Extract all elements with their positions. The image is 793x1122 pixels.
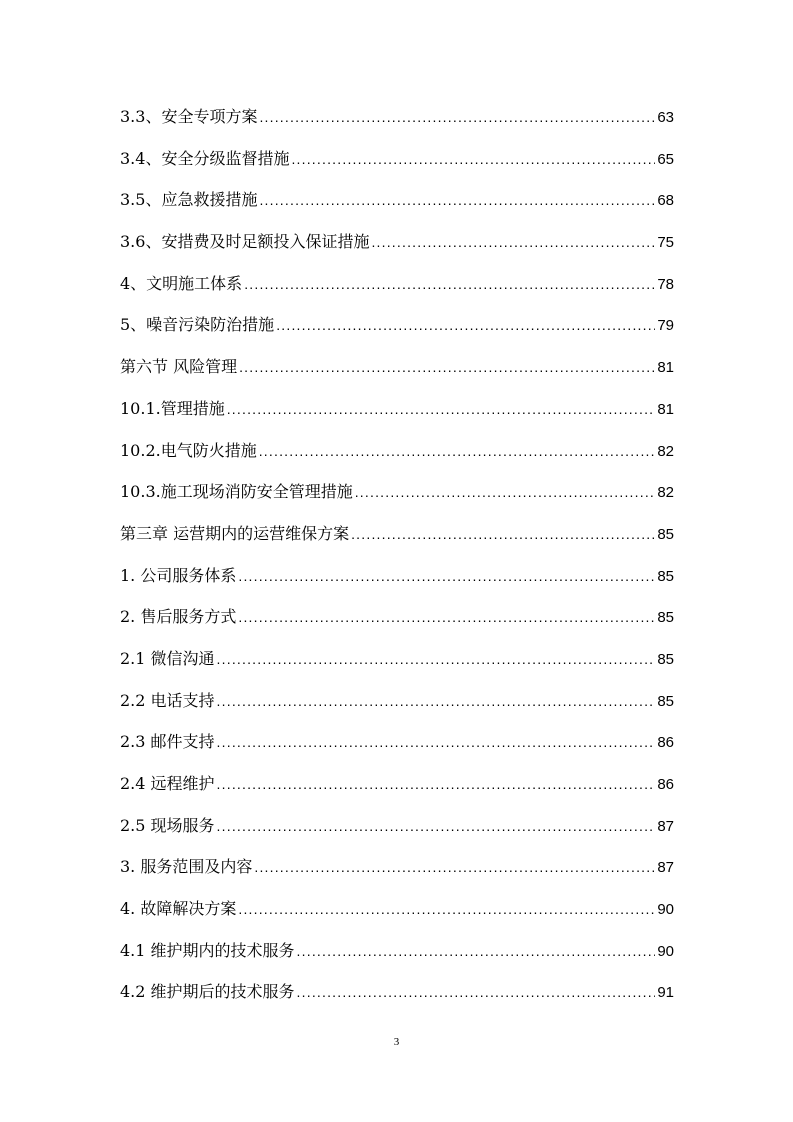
toc-entry[interactable] [120,481,674,523]
toc-dot-leader [239,356,655,378]
toc-dot-leader [371,231,655,253]
table-of-contents [120,106,674,1023]
toc-dot-leader [217,690,656,712]
toc-entry[interactable] [120,398,674,440]
toc-entry-page: 65 [657,150,674,168]
toc-entry-page: 75 [657,234,674,252]
toc-dot-leader [217,773,656,795]
toc-entry[interactable] [120,815,674,857]
toc-entry-page: 91 [657,984,674,1002]
toc-dot-leader [259,440,656,462]
toc-entry-title: 2.3 邮件支持 [120,732,215,752]
toc-entry-title: 2. 售后服务方式 [120,607,237,627]
toc-entry[interactable] [120,565,674,607]
toc-entry-page: 63 [657,109,674,126]
toc-entry-page: 79 [657,317,674,335]
toc-dot-leader [227,398,656,420]
toc-dot-leader [238,898,655,920]
toc-entry-page: 85 [657,692,674,710]
toc-dot-leader [238,606,655,628]
toc-entry-page: 86 [657,734,674,752]
toc-dot-leader [217,731,656,753]
toc-entry[interactable] [120,898,674,940]
toc-entry-page: 90 [657,901,674,919]
toc-entry-title: 1. 公司服务体系 [120,565,237,585]
toc-entry-title: 2.4 远程维护 [120,774,215,793]
toc-entry-page: 78 [657,275,674,293]
toc-entry[interactable] [120,648,674,690]
toc-dot-leader [244,273,655,295]
toc-entry[interactable] [120,690,674,732]
toc-entry-title: 4. 故障解决方案 [120,899,237,919]
toc-dot-leader [297,940,656,962]
toc-entry-page: 82 [657,442,674,460]
toc-dot-leader [297,981,656,1003]
toc-dot-leader [217,815,656,837]
toc-entry-title: 10.2.电气防火措施 [120,440,257,460]
toc-entry[interactable] [120,106,674,148]
toc-entry[interactable] [120,981,674,1023]
toc-entry-page: 87 [657,817,674,835]
toc-entry-title: 2.2 电话支持 [120,690,215,710]
toc-entry-page: 81 [657,359,674,377]
toc-entry[interactable] [120,523,674,565]
toc-entry-page: 85 [657,650,674,668]
toc-dot-leader [254,856,655,878]
toc-entry-title: 3.6、安措费及时足额投入保证措施 [120,232,370,252]
toc-entry[interactable] [120,940,674,982]
toc-entry[interactable] [120,189,674,231]
toc-entry[interactable] [120,440,674,482]
toc-dot-leader [217,648,656,670]
toc-entry-title: 第三章 运营期内的运营维保方案 [120,523,350,543]
toc-entry-title: 4.1 维护期内的技术服务 [120,940,295,960]
toc-dot-leader [238,565,655,587]
toc-entry-title: 10.1.管理措施 [120,398,225,418]
toc-entry[interactable] [120,731,674,773]
toc-entry-page: 86 [657,776,674,793]
toc-entry-title: 5、噪音污染防治措施 [120,315,275,335]
toc-entry[interactable] [120,773,674,815]
toc-entry[interactable] [120,856,674,898]
toc-dot-leader [276,314,655,336]
toc-dot-leader [259,106,655,128]
toc-entry[interactable] [120,356,674,398]
toc-entry-title: 4、文明施工体系 [120,273,243,293]
toc-entry-page: 87 [657,859,674,877]
toc-entry[interactable] [120,314,674,356]
toc-entry[interactable] [120,606,674,648]
page-number: 3 [393,1036,400,1048]
toc-entry-page: 90 [657,942,674,960]
toc-entry-page: 82 [657,484,674,502]
toc-entry-title: 3.5、应急救援措施 [120,190,258,210]
toc-dot-leader [351,523,655,545]
toc-entry-title: 3.3、安全专项方案 [120,107,258,126]
toc-entry[interactable] [120,273,674,315]
toc-entry-title: 10.3.施工现场消防安全管理措施 [120,482,353,502]
toc-entry-title: 2.1 微信沟通 [120,648,215,668]
toc-entry-page: 85 [657,609,674,627]
toc-entry-title: 3.4、安全分级监督措施 [120,148,290,168]
toc-entry-title: 4.2 维护期后的技术服务 [120,982,295,1002]
toc-dot-leader [291,148,655,170]
toc-entry-title: 3. 服务范围及内容 [120,857,253,877]
toc-entry[interactable] [120,148,674,190]
toc-entry-page: 85 [657,525,674,543]
toc-entry-page: 81 [657,400,674,418]
toc-entry[interactable] [120,231,674,273]
toc-entry-title: 第六节 风险管理 [120,357,238,377]
toc-entry-page: 85 [657,567,674,585]
toc-dot-leader [259,189,655,211]
toc-dot-leader [355,481,656,503]
toc-entry-page: 68 [657,192,674,210]
toc-entry-title: 2.5 现场服务 [120,815,215,835]
